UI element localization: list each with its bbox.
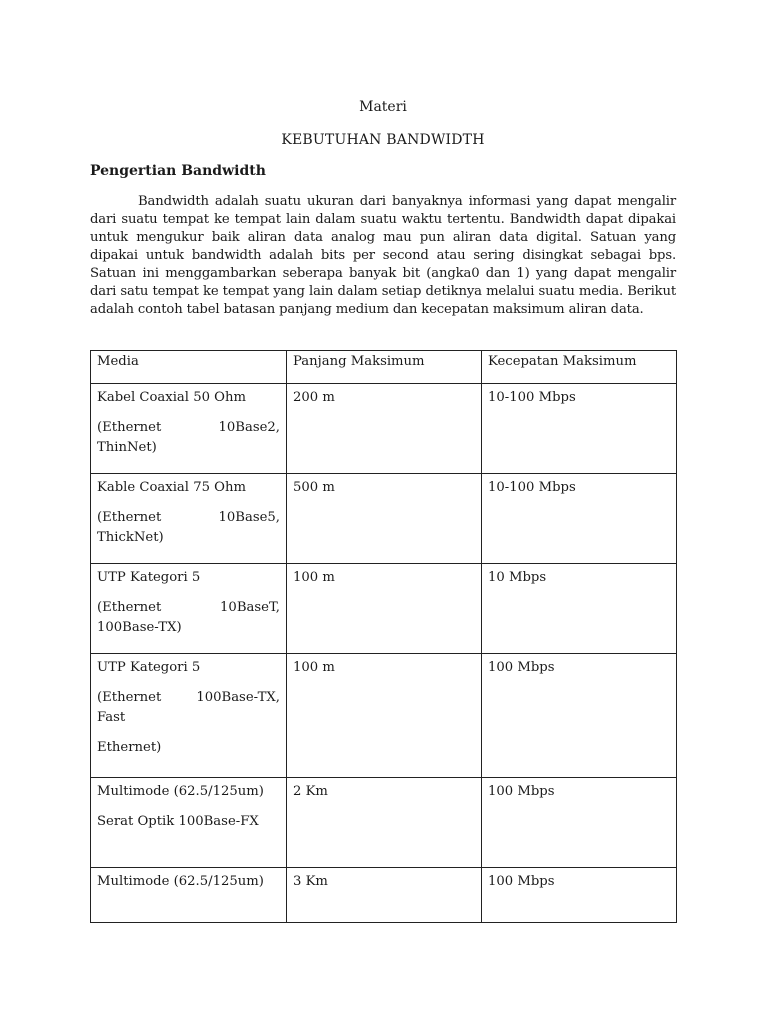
media-detail: (Ethernet 100Base-TX, Fast [97, 690, 280, 725]
cell-length: 3 Km [287, 868, 482, 923]
cell-speed: 10-100 Mbps [482, 474, 677, 564]
cell-speed: 100 Mbps [482, 654, 677, 778]
cell-speed: 10 Mbps [482, 564, 677, 654]
table-row [91, 778, 677, 868]
cell-speed: 10-100 Mbps [482, 384, 677, 474]
media-detail: (Ethernet 10BaseT, 100Base-TX) [97, 600, 280, 635]
cell-media [91, 654, 287, 778]
media-detail: Serat Optik 100Base-FX [97, 814, 259, 829]
cell-length: 200 m [287, 384, 482, 474]
media-name: UTP Kategori 5 [97, 660, 201, 675]
header-length: Panjang Maksimum [287, 351, 482, 384]
cell-media [91, 384, 287, 474]
cell-length: 100 m [287, 564, 482, 654]
media-name: Kable Coaxial 75 Ohm [97, 480, 246, 495]
media-name: UTP Kategori 5 [97, 570, 201, 585]
header-speed: Kecepatan Maksimum [482, 351, 677, 384]
document-label: Materi [359, 99, 407, 115]
cell-length: 500 m [287, 474, 482, 564]
media-detail: (Ethernet 10Base2, ThinNet) [97, 420, 280, 455]
cell-media [91, 474, 287, 564]
cell-length: 2 Km [287, 778, 482, 868]
bandwidth-table [90, 350, 677, 923]
body-paragraph: Bandwidth adalah suatu ukuran dari banyaknya informasi yang dapat mengalir dari suatu tempat ke tempat lain dalam suatu waktu tertentu. Bandwidth dapat dipakai untuk mengukur baik aliran data analog mau pun aliran data digital. Satuan yang dipakai untuk bandwidth adalah bits per second atau sering disingkat sebagai bps. Satuan ini menggambarkan seberapa banyak bit (angka0 dan 1) yang dapat mengalir dari satu tempat ke tempat yang lain dalam setiap detiknya melalui suatu media. Berikut adalah contoh tabel batasan panjang medium dan kecepatan maksimum aliran data. [90, 194, 676, 317]
table-row [91, 474, 677, 564]
cell-media [91, 778, 287, 868]
media-name: Kabel Coaxial 50 Ohm [97, 390, 246, 405]
header-media: Media [91, 351, 287, 384]
table-row [91, 564, 677, 654]
cell-length: 100 m [287, 654, 482, 778]
cell-media [91, 564, 287, 654]
media-name: Multimode (62.5/125um) [97, 874, 264, 889]
table-row [91, 654, 677, 778]
section-title: Pengertian Bandwidth [90, 163, 266, 179]
document-title: KEBUTUHAN BANDWIDTH [281, 132, 485, 148]
media-detail-cont: Ethernet) [97, 740, 162, 755]
table-row [91, 868, 677, 923]
media-name: Multimode (62.5/125um) [97, 784, 264, 799]
media-detail: (Ethernet 10Base5, ThickNet) [97, 510, 280, 545]
cell-speed: 100 Mbps [482, 868, 677, 923]
table-row [91, 384, 677, 474]
table-header-row [91, 351, 677, 384]
cell-media [91, 868, 287, 923]
cell-speed: 100 Mbps [482, 778, 677, 868]
